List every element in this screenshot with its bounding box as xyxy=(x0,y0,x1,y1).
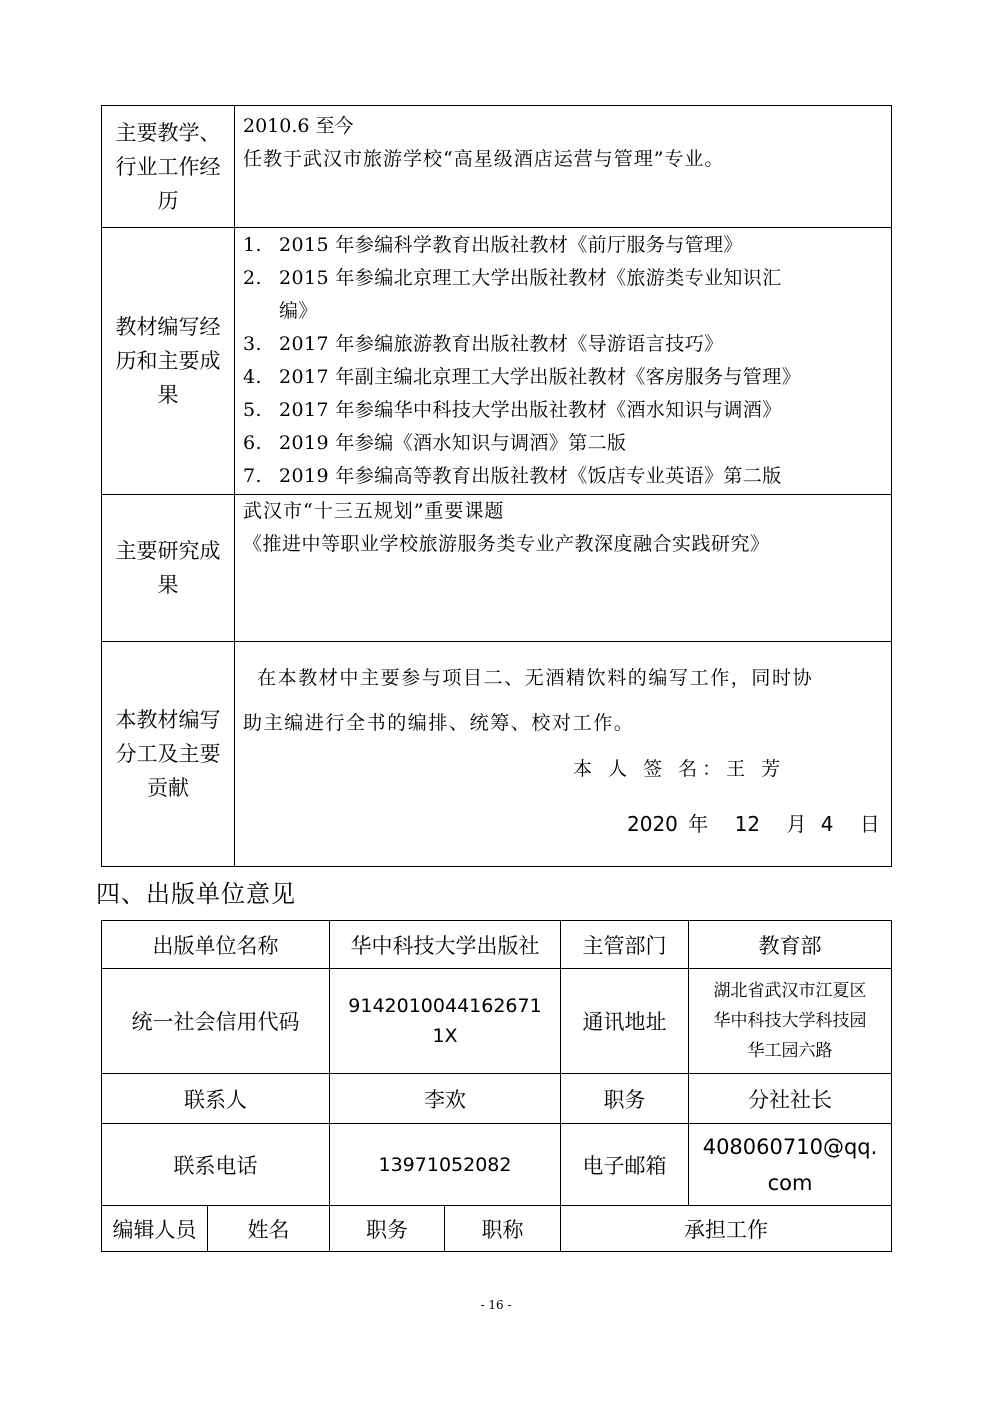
textbook-content xyxy=(235,228,892,495)
division-label-line: 分工及主要 xyxy=(115,742,221,766)
address-value xyxy=(689,969,892,1074)
address-line: 湖北省武汉市江夏区 xyxy=(713,981,867,1001)
teaching-line: 2010.6 至今 xyxy=(243,115,354,137)
publisher-name-value: 华中科技大学出版社 xyxy=(330,921,561,969)
address-line: 华工园六路 xyxy=(747,1041,833,1061)
publisher-name-label: 出版单位名称 xyxy=(102,921,330,969)
address-label: 通讯地址 xyxy=(561,969,689,1074)
textbook-item xyxy=(243,229,885,262)
textbook-item xyxy=(243,394,885,427)
division-line: 助主编进行全书的编排、统筹、校对工作。 xyxy=(243,712,635,734)
experience-table xyxy=(101,105,892,867)
date-month-unit: 月 xyxy=(786,812,807,836)
textbook-label-line: 教材编写经 xyxy=(115,315,221,339)
staff-header: 编辑人员 xyxy=(102,1206,208,1252)
credit-label: 统一社会信用代码 xyxy=(102,969,330,1074)
research-label xyxy=(102,495,235,642)
phone-value: 13971052082 xyxy=(330,1124,561,1206)
item-text: 2015 年参编科学教育出版社教材《前厅服务与管理》 xyxy=(279,234,743,256)
staff-header: 职称 xyxy=(445,1206,561,1252)
division-content xyxy=(235,642,892,867)
credit-value-line: 9142010044162671 xyxy=(348,995,542,1017)
textbook-item xyxy=(243,328,885,361)
address-line: 华中科技大学科技园 xyxy=(713,1011,867,1031)
credit-value xyxy=(330,969,561,1074)
textbook-label-line: 历和主要成 xyxy=(115,349,221,373)
division-row xyxy=(102,642,892,867)
research-label-line: 果 xyxy=(157,573,179,597)
publisher-table xyxy=(101,920,892,1252)
signature: 本 人 签 名：王 芳 xyxy=(573,758,786,780)
item-text: 2017 年参编旅游教育出版社教材《导游语言技巧》 xyxy=(279,333,724,355)
phone-row xyxy=(102,1124,892,1206)
item-number: 2. xyxy=(243,267,262,289)
teaching-line: 任教于武汉市旅游学校“高星级酒店运营与管理”专业。 xyxy=(243,148,725,170)
contact-label: 联系人 xyxy=(102,1074,330,1124)
item-text-continued: 编》 xyxy=(279,300,318,322)
section-heading: 四、出版单位意见 xyxy=(96,880,296,908)
date-day: 4 xyxy=(820,812,834,836)
textbook-item xyxy=(243,262,885,328)
teaching-content xyxy=(235,106,892,228)
textbook-row xyxy=(102,228,892,495)
teaching-label-line: 历 xyxy=(157,188,179,213)
teaching-label-line: 主要教学、 xyxy=(115,120,221,145)
date xyxy=(627,808,880,837)
division-label xyxy=(102,642,235,867)
research-content xyxy=(235,495,892,642)
research-row xyxy=(102,495,892,642)
staff-header: 职务 xyxy=(330,1206,445,1252)
item-number: 7. xyxy=(243,465,262,487)
date-year: 2020 xyxy=(627,812,678,836)
item-text: 2019 年参编高等教育出版社教材《饭店专业英语》第二版 xyxy=(279,465,782,487)
item-number: 4. xyxy=(243,366,262,388)
contact-row xyxy=(102,1074,892,1124)
research-label-line: 主要研究成 xyxy=(115,539,221,563)
division-label-line: 贡献 xyxy=(147,776,189,800)
teaching-label xyxy=(102,106,235,228)
item-number: 5. xyxy=(243,399,262,421)
textbook-item xyxy=(243,361,885,394)
credit-value-line: 1X xyxy=(432,1025,458,1047)
staff-header-row xyxy=(102,1206,892,1252)
position-label: 职务 xyxy=(561,1074,689,1124)
division-line: 在本教材中主要参与项目二、无酒精饮料的编写工作，同时协 xyxy=(257,667,814,689)
staff-header: 承担工作 xyxy=(561,1206,892,1252)
phone-label: 联系电话 xyxy=(102,1124,330,1206)
date-day-unit: 日 xyxy=(859,812,880,836)
textbook-label xyxy=(102,228,235,495)
item-number: 1. xyxy=(243,234,262,256)
email-line: 408060710@qq. xyxy=(702,1134,878,1159)
credit-row xyxy=(102,969,892,1074)
publisher-name-row xyxy=(102,921,892,969)
item-number: 6. xyxy=(243,432,262,454)
item-text: 2015 年参编北京理工大学出版社教材《旅游类专业知识汇 xyxy=(279,267,782,289)
item-number: 3. xyxy=(243,333,262,355)
research-line: 《推进中等职业学校旅游服务类专业产教深度融合实践研究》 xyxy=(243,533,770,555)
email-line: com xyxy=(767,1170,813,1195)
teaching-label-line: 行业工作经 xyxy=(115,154,221,179)
research-line: 武汉市“十三五规划”重要课题 xyxy=(243,500,505,522)
contact-value: 李欢 xyxy=(330,1074,561,1124)
position-value: 分社社长 xyxy=(689,1074,892,1124)
dept-value: 教育部 xyxy=(689,921,892,969)
staff-header: 姓名 xyxy=(208,1206,330,1252)
item-text: 2017 年副主编北京理工大学出版社教材《客房服务与管理》 xyxy=(279,366,801,388)
division-label-line: 本教材编写 xyxy=(115,708,221,732)
email-label: 电子邮箱 xyxy=(561,1124,689,1206)
textbook-item xyxy=(243,460,885,493)
item-text: 2017 年参编华中科技大学出版社教材《酒水知识与调酒》 xyxy=(279,399,782,421)
page-number: - 16 - xyxy=(480,1298,512,1312)
date-month: 12 xyxy=(734,812,761,836)
textbook-label-line: 果 xyxy=(157,383,179,407)
item-text: 2019 年参编《酒水知识与调酒》第二版 xyxy=(279,432,627,454)
dept-label: 主管部门 xyxy=(561,921,689,969)
teaching-row xyxy=(102,106,892,228)
date-year-unit: 年 xyxy=(688,812,709,836)
email-value xyxy=(689,1124,892,1206)
textbook-item xyxy=(243,427,885,460)
